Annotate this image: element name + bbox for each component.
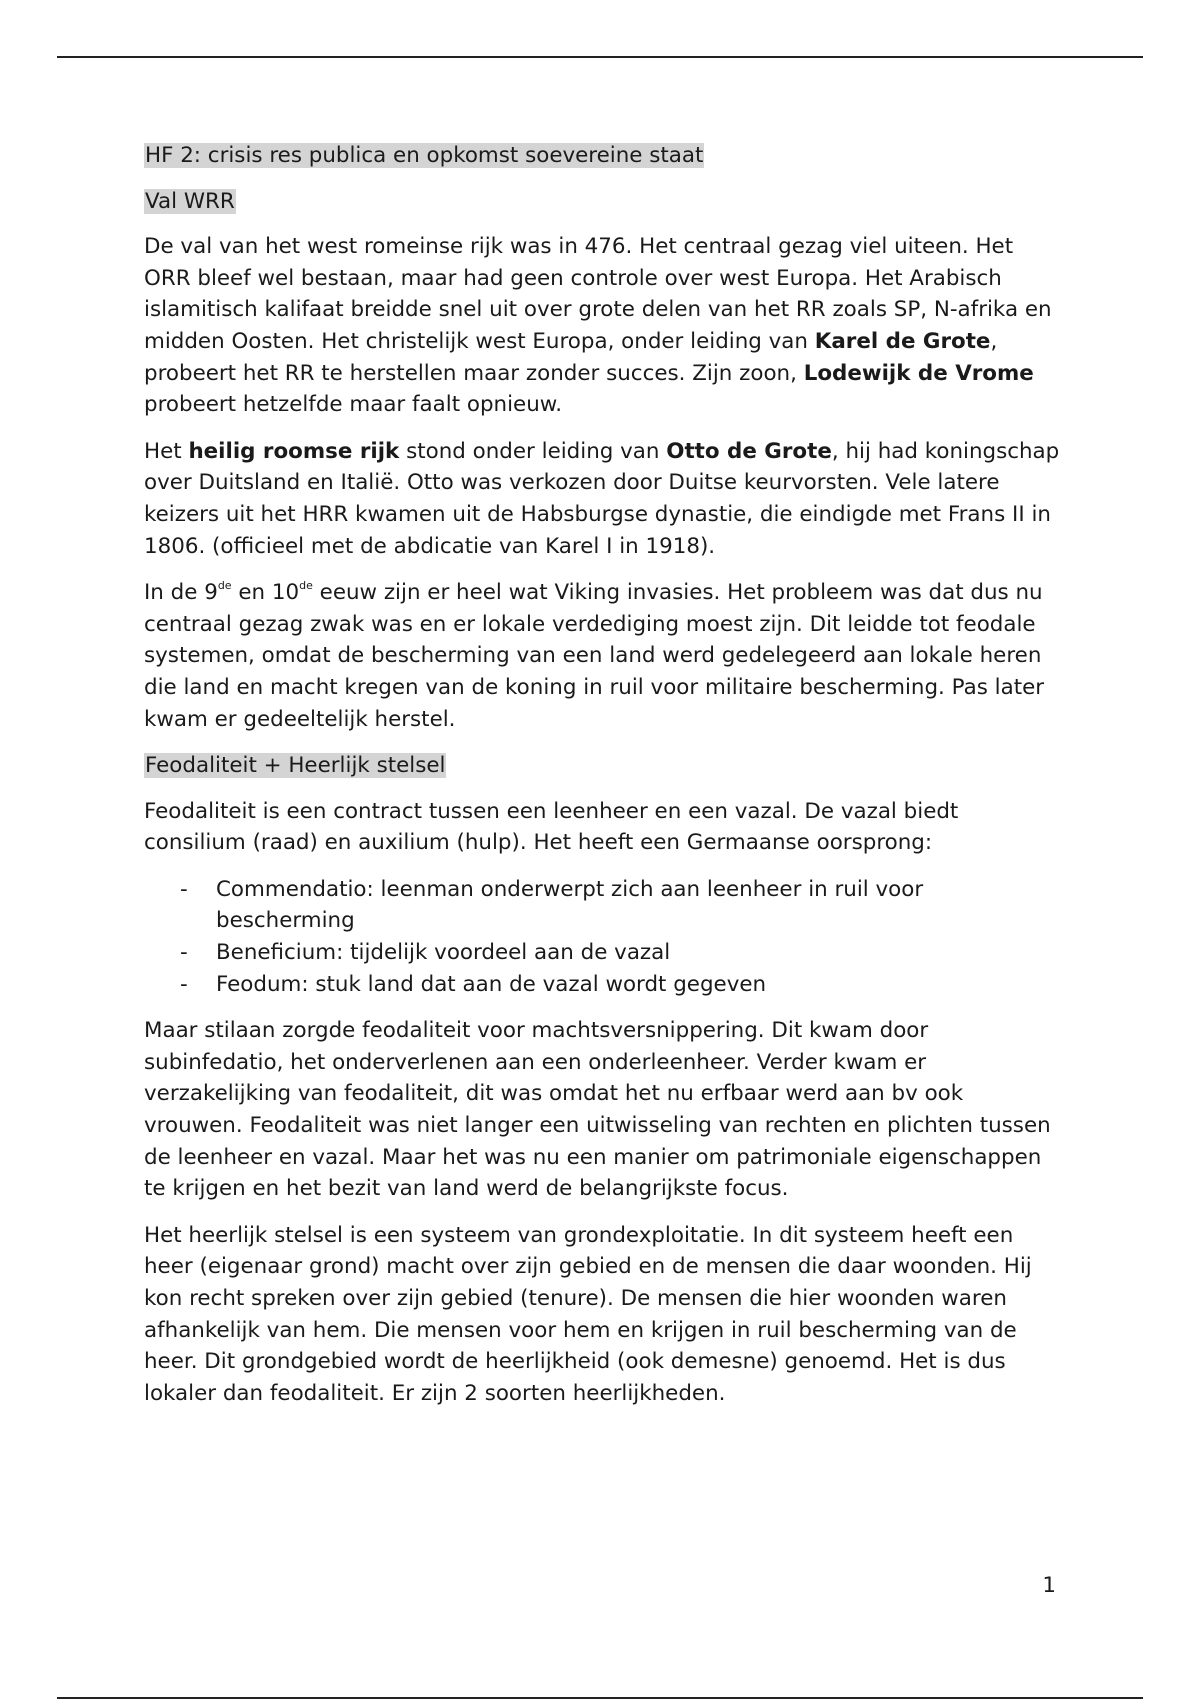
list-item: - Feodum: stuk land dat aan de vazal wordt gegeven — [144, 969, 1062, 1001]
paragraph-val-wrr: De val van het west romeinse rijk was in 476. Het centraal gezag viel uiteen. Het ORR bleef wel bestaan, maar had geen controle over west Europa. Het Arabisch islamitisch kalifaat breidde snel uit over grote delen van het RR zoals SP, N-afrika en midden Oosten. Het christelijk west Europa, onder leiding van Karel de Grote, probeert het RR te herstellen maar zonder succes. Zijn zoon, Lodewijk de Vrome probeert hetzelfde maar faalt opnieuw. — [144, 234, 1052, 418]
paragraph-heilig-roomse-rijk: Het heilig roomse rijk stond onder leiding van Otto de Grote, hij had koningschap over Duitsland en Italië. Otto was verkozen door Duitse keurvorsten. Vele latere keizers uit het HRR kwamen uit de Habsburgse dynastie, die eindigde met Frans II in 1806. (officieel met de abdicatie van Karel I in 1918). — [144, 438, 1060, 559]
section-heading-val-wrr: Val WRR — [145, 188, 235, 214]
list-item: - Commendatio: leenman onderwerpt zich aan leenheer in ruil voor bescherming — [144, 874, 1062, 937]
header-rule — [57, 56, 1143, 58]
paragraph-heerlijk-stelsel: Het heerlijk stelsel is een systeem van grondexploitatie. In dit systeem heeft een heer (eigenaar grond) macht over zijn gebied en de mensen die daar woonden. Hij kon recht spreken over zijn gebied (tenure). De mensen die hier woonden waren afhankelijk van hem. Die mensen voor hem en krijgen in ruil bescherming van de heer. Dit grondgebied wordt de heerlijkheid (ook demesne) genoemd. Het is dus lokaler dan feodaliteit. Er zijn 2 soorten heerlijkheden. — [144, 1222, 1032, 1406]
page-number: 1 — [1042, 1573, 1056, 1598]
paragraph-machtsversnippering: Maar stilaan zorgde feodaliteit voor machtsversnippering. Dit kwam door subinfedatio, het onderverlenen aan een onderleenheer. Verder kwam er verzakelijking van feodaliteit, dit was omdat het nu erfbaar werd aan bv ook vrouwen. Feodaliteit was niet langer een uitwisseling van rechten en plichten tussen de leenheer en vazal. Maar het was nu een manier om patrimoniale eigenschappen te krijgen en het bezit van land werd de belangrijkste focus. — [144, 1018, 1051, 1202]
section-heading-feodaliteit: Feodaliteit + Heerlijk stelsel — [145, 753, 446, 779]
chapter-heading: HF 2: crisis res publica en opkomst soevereine staat — [145, 143, 704, 168]
feodaliteit-list — [144, 874, 1062, 1000]
footer-rule — [57, 1697, 1143, 1699]
paragraph-viking-invasies: In de 9de en 10de eeuw zijn er heel wat Viking invasies. Het probleem was dat dus nu centraal gezag zwak was en er lokale verdediging moest zijn. Dit leidde tot feodale systemen, omdat de bescherming van een land werd gedelegeerd aan lokale heren die land en macht kregen van de koning in ruil voor militaire bescherming. Pas later kwam er gedeeltelijk herstel. — [144, 579, 1045, 732]
document-body — [144, 140, 1062, 1424]
paragraph-feodaliteit-intro: Feodaliteit is een contract tussen een leenheer en een vazal. De vazal biedt consilium (raad) en auxilium (hulp). Het heeft een Germaanse oorsprong: — [144, 798, 959, 856]
list-item: - Beneficium: tijdelijk voordeel aan de vazal — [144, 937, 1062, 969]
